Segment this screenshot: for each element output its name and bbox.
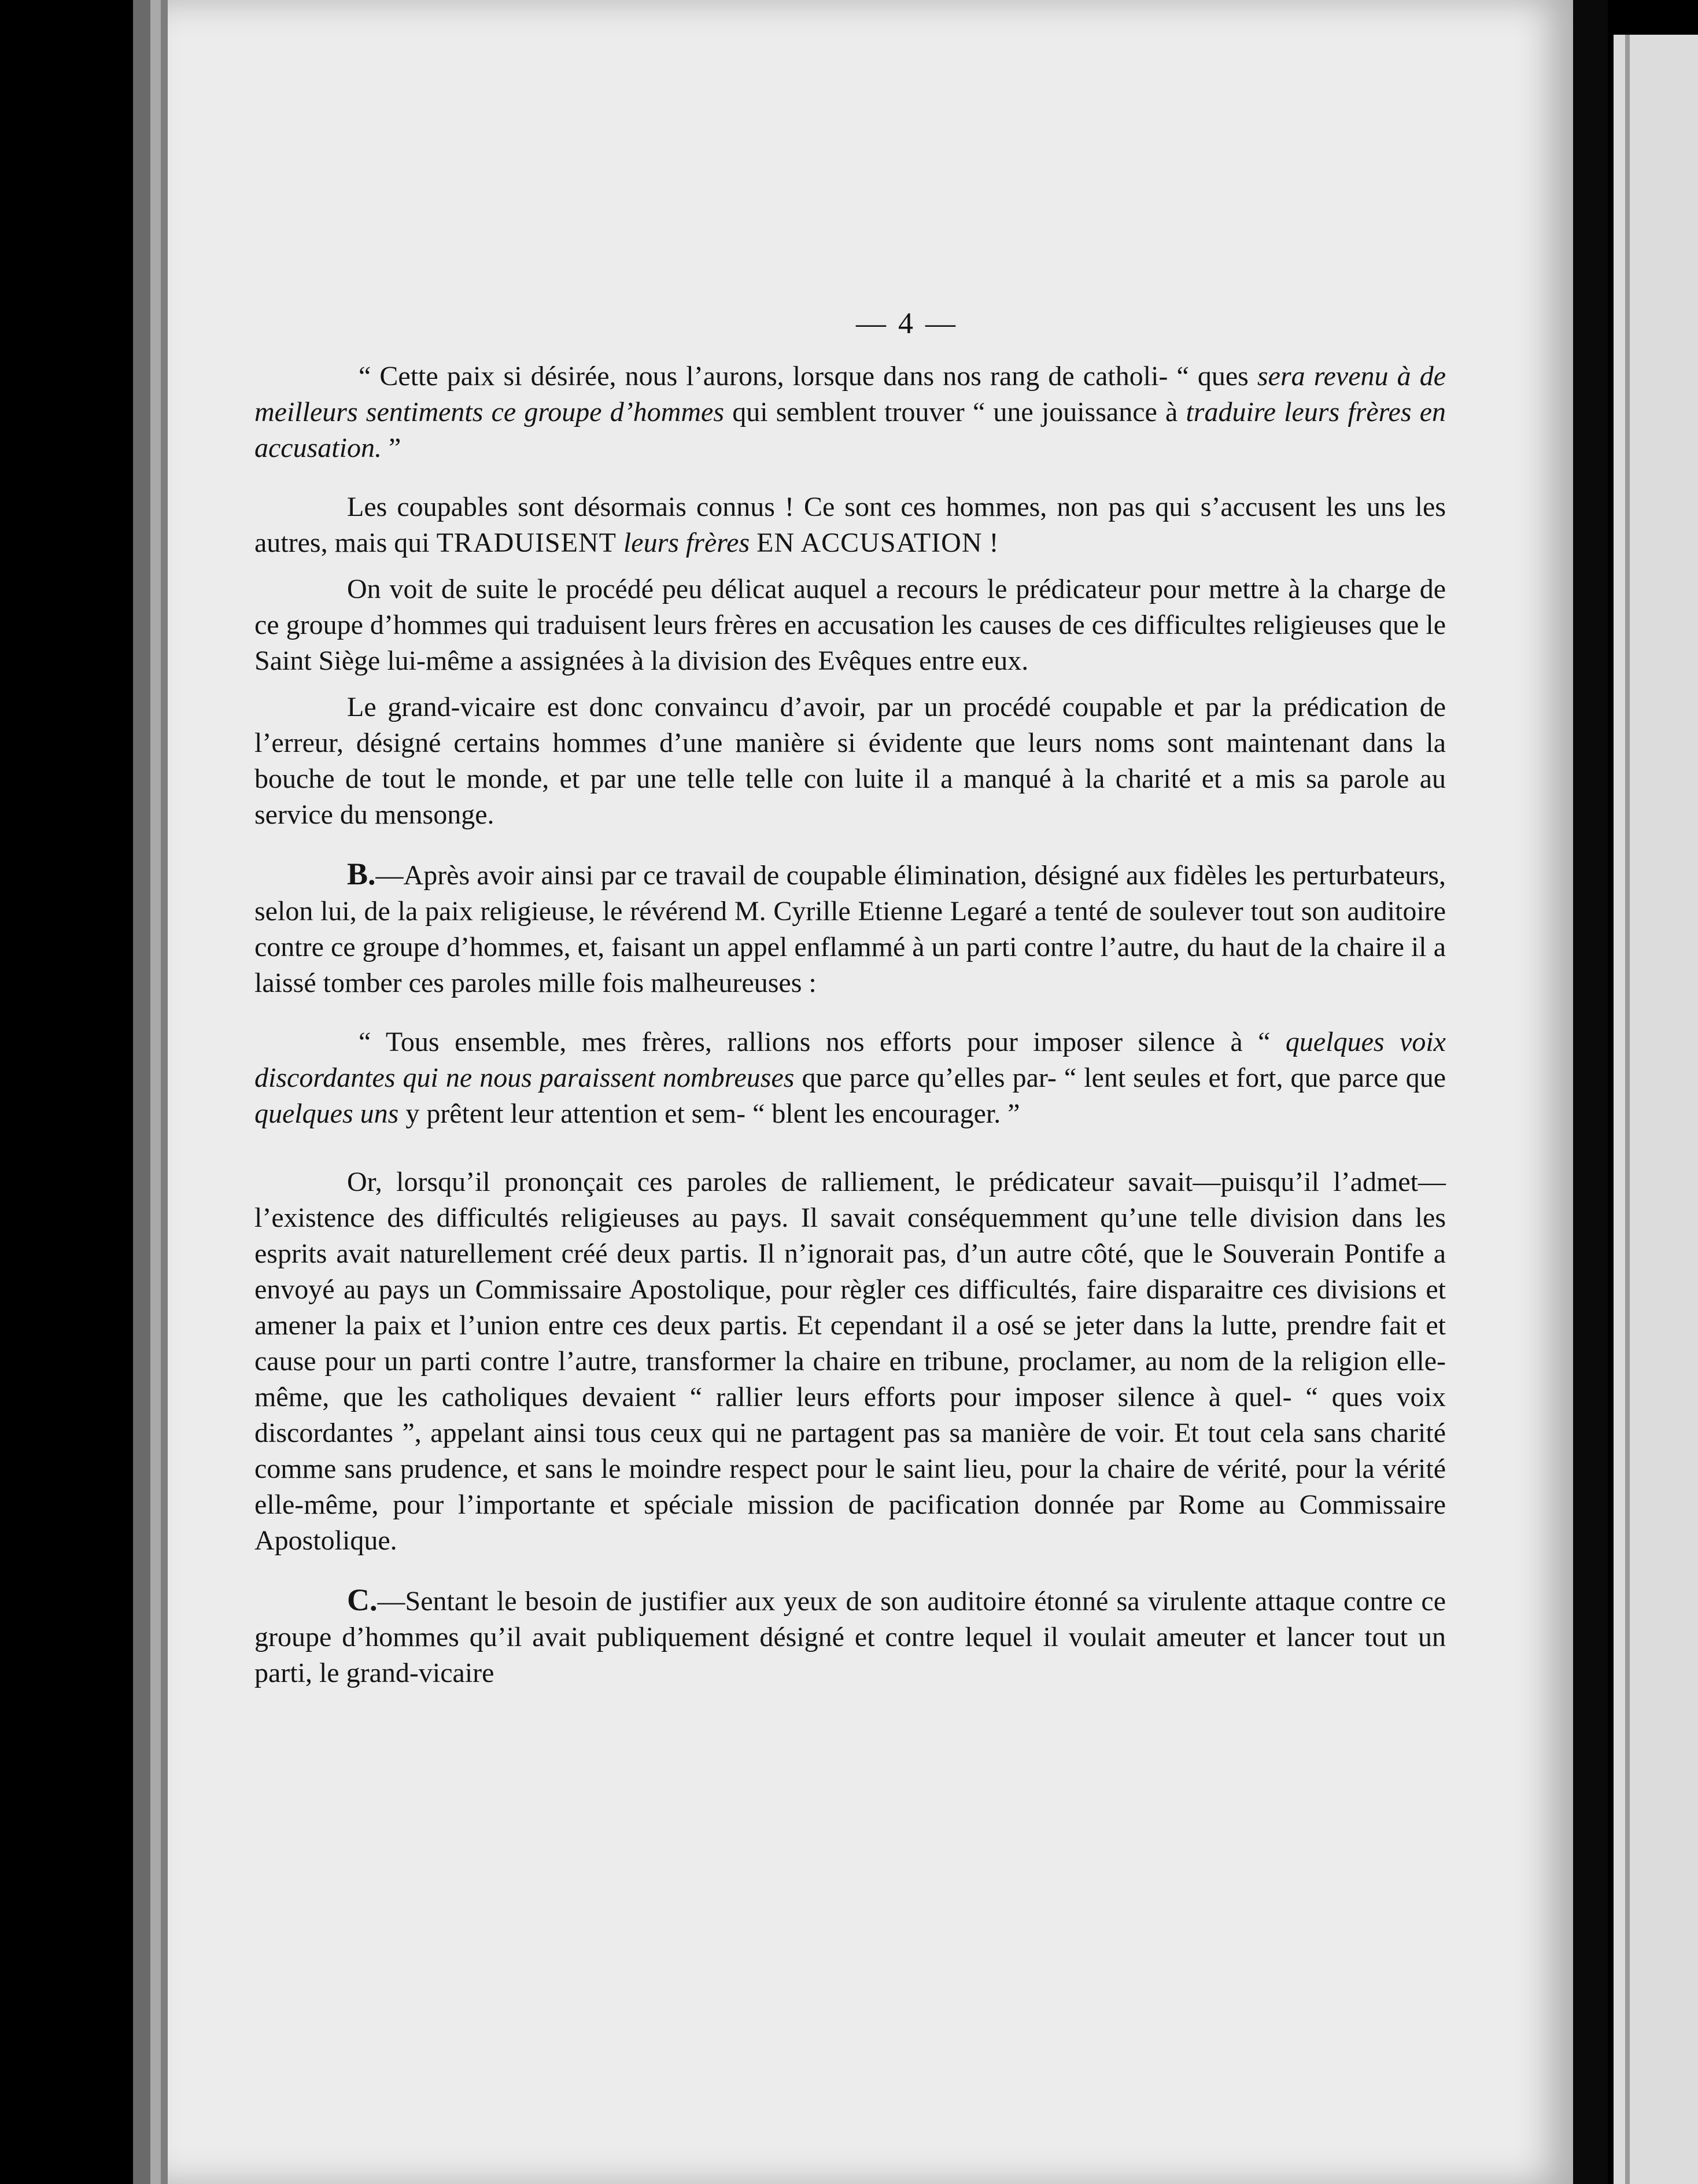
book-gutter [1573, 0, 1608, 2184]
section-c-paragraph: C.—Sentant le besoin de justifier aux yeux de son auditoire étonné sa virulente attaque contre ce groupe d’hommes qu’il avait publiquement désigné et contre lequel il voulait ameuter et lancer tout un parti, le grand-vicaire [254, 1582, 1446, 1688]
book-edge-strip [150, 0, 161, 2184]
body-text [254, 359, 1446, 1702]
section-b-paragraph: B.—Après avoir ainsi par ce travail de coupable élimination, désigné aux fidèles les perturbateurs, selon lui, de la paix religieuse, le révérend M. Cyrille Etienne Legaré a tenté de soulever tout son auditoire contre ce groupe d’hommes, et, faisant un appel enflammé à un parti contre l’autre, du haut de la chaire il a laissé tomber ces paroles mille fois malheureuses : [254, 857, 1446, 998]
page-number: — 4 — [856, 307, 958, 340]
paragraph: On voit de suite le procédé peu délicat auquel a recours le prédicateur pour mettre à la charge de ce groupe d’hommes qui traduisent leurs frères en accusation les causes de ces difficultes religieuses que le Saint Siège lui-même a assignées à la division des Evêques entre eux. [254, 574, 1446, 676]
facing-page-edge [1614, 35, 1698, 2184]
paragraph: Le grand-vicaire est donc convaincu d’avoir, par un procédé coupable et par la prédication de l’erreur, désigné certains hommes d’une manière si évidente que leurs noms sont maintenant dans la bouche de tout le monde, et par une telle telle con luite il a manqué à la charité et a mis sa parole au service du mensonge. [254, 692, 1446, 830]
paragraph: Les coupables sont désormais connus ! Ce sont ces hommes, non pas qui s’accusent les uns les autres, mais qui TRADUISENT leurs frères EN ACCUSATION ! [254, 492, 1446, 558]
book-edge-strip [161, 0, 168, 2184]
section-letter: B. [347, 857, 376, 891]
book-edge-strip [133, 0, 150, 2184]
paragraph: Or, lorsqu’il prononçait ces paroles de ralliement, le prédicateur savait—puisqu’il l’admet—l’existence des difficultés religieuses au pays. Il savait conséquemment qu’une telle division dans les esprits avait naturellement créé deux partis. Il n’ignorait pas, d’un autre côté, que le Souverain Pontife a envoyé au pays un Commissaire Apostolique, pour règler ces difficultés, faire disparaitre ces divisions et amener la paix et l’union entre ces deux partis. Et cependant il a osé se jeter dans la lutte, prendre fait et cause pour un parti contre l’autre, transformer la chaire en tribune, proclamer, au nom de la religion elle-même, que les catholiques devaient “ rallier leurs efforts pour imposer silence à quel- “ ques voix discordantes ”, appelant ainsi tous ceux qui ne partagent pas sa manière de voir. Et tout cela sans charité comme sans prudence, et sans le moindre respect pour le saint lieu, pour la chaire de vérité, pour la vérité elle-même, pour l’importante et spéciale mission de pacification donnée par Rome au Commissaire Apostolique. [254, 1167, 1446, 1556]
quote-paragraph: “ Cette paix si désirée, nous l’aurons, lorsque dans nos rang de catholi- “ ques sera revenu à de meilleurs sentiments ce groupe d’hommes qui semblent trouver “ une jouissance à traduire leurs frères en accusation. ” [254, 361, 1446, 463]
section-letter: C. [347, 1582, 378, 1617]
quote-paragraph: “ Tous ensemble, mes frères, rallions nos efforts pour imposer silence à “ quelques voix discordantes qui ne nous paraissent nombreuses que parce qu’elles par- “ lent seules et fort, que parce que quelques uns y prêtent leur attention et sem- “ blent les encourager. ” [254, 1027, 1446, 1129]
